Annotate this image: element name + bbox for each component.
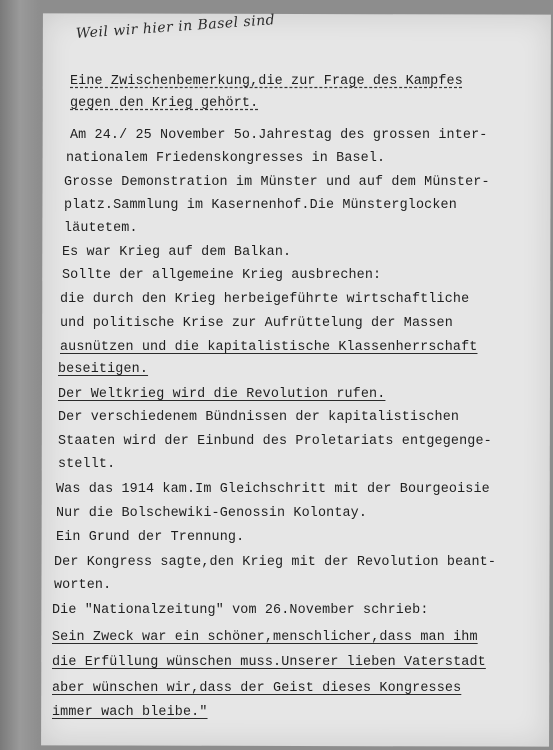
text-line: die durch den Krieg herbeigeführte wirtschaftliche [60,292,470,307]
text-line: platz.Sammlung im Kasernenhof.Die Münsterglocken [64,198,457,213]
text-line: und politische Krise zur Aufrüttelung der Massen [60,316,453,331]
text-line: läutetem. [64,221,138,236]
text-line: Sein Zweck war ein schöner,menschlicher,dass man ihm [52,630,478,645]
text-line: Ein Grund der Trennung. [56,530,245,545]
text-line: beseitigen. [58,362,149,377]
text-line: aber wünschen wir,dass der Geist dieses Kongresses [52,681,462,696]
text-line: Sollte der allgemeine Krieg ausbrechen: [62,268,382,283]
text-line: Die "Nationalzeitung" vom 26.November schrieb: [52,603,429,618]
text-line: Es war Krieg auf dem Balkan. [62,245,292,260]
text-line: Staaten wird der Einbund des Proletariats entgegenge- [58,434,492,449]
text-line: Der Weltkrieg wird die Revolution rufen. [58,387,386,402]
text-line: worten. [54,578,112,593]
text-line: Grosse Demonstration im Münster und auf dem Münster- [64,175,490,190]
text-line: Eine Zwischenbemerkung,die zur Frage des Kampfes [70,74,463,89]
text-line: stellt. [58,457,116,472]
text-line: immer wach bleibe." [52,705,208,720]
text-line: Am 24./ 25 November 5o.Jahrestag des grossen inter- [70,128,488,143]
text-line: Der Kongress sagte,den Krieg mit der Revolution beant- [54,555,497,570]
text-line: Was das 1914 kam.Im Gleichschritt mit der Bourgeoisie [56,482,490,497]
text-line: gegen den Krieg gehört. [70,96,259,111]
text-line: ausnützen und die kapitalistische Klassenherrschaft [60,340,478,355]
text-line: die Erfüllung wünschen muss.Unserer lieben Vaterstadt [52,655,486,670]
text-line: nationalem Friedenskongresses in Basel. [66,151,386,166]
text-line: Nur die Bolschewiki-Genossin Kolontay. [56,506,368,521]
text-line: Der verschiedenem Bündnissen der kapitalistischen [58,410,460,425]
handwritten-note: Weil wir hier in Basel sind [75,12,276,42]
